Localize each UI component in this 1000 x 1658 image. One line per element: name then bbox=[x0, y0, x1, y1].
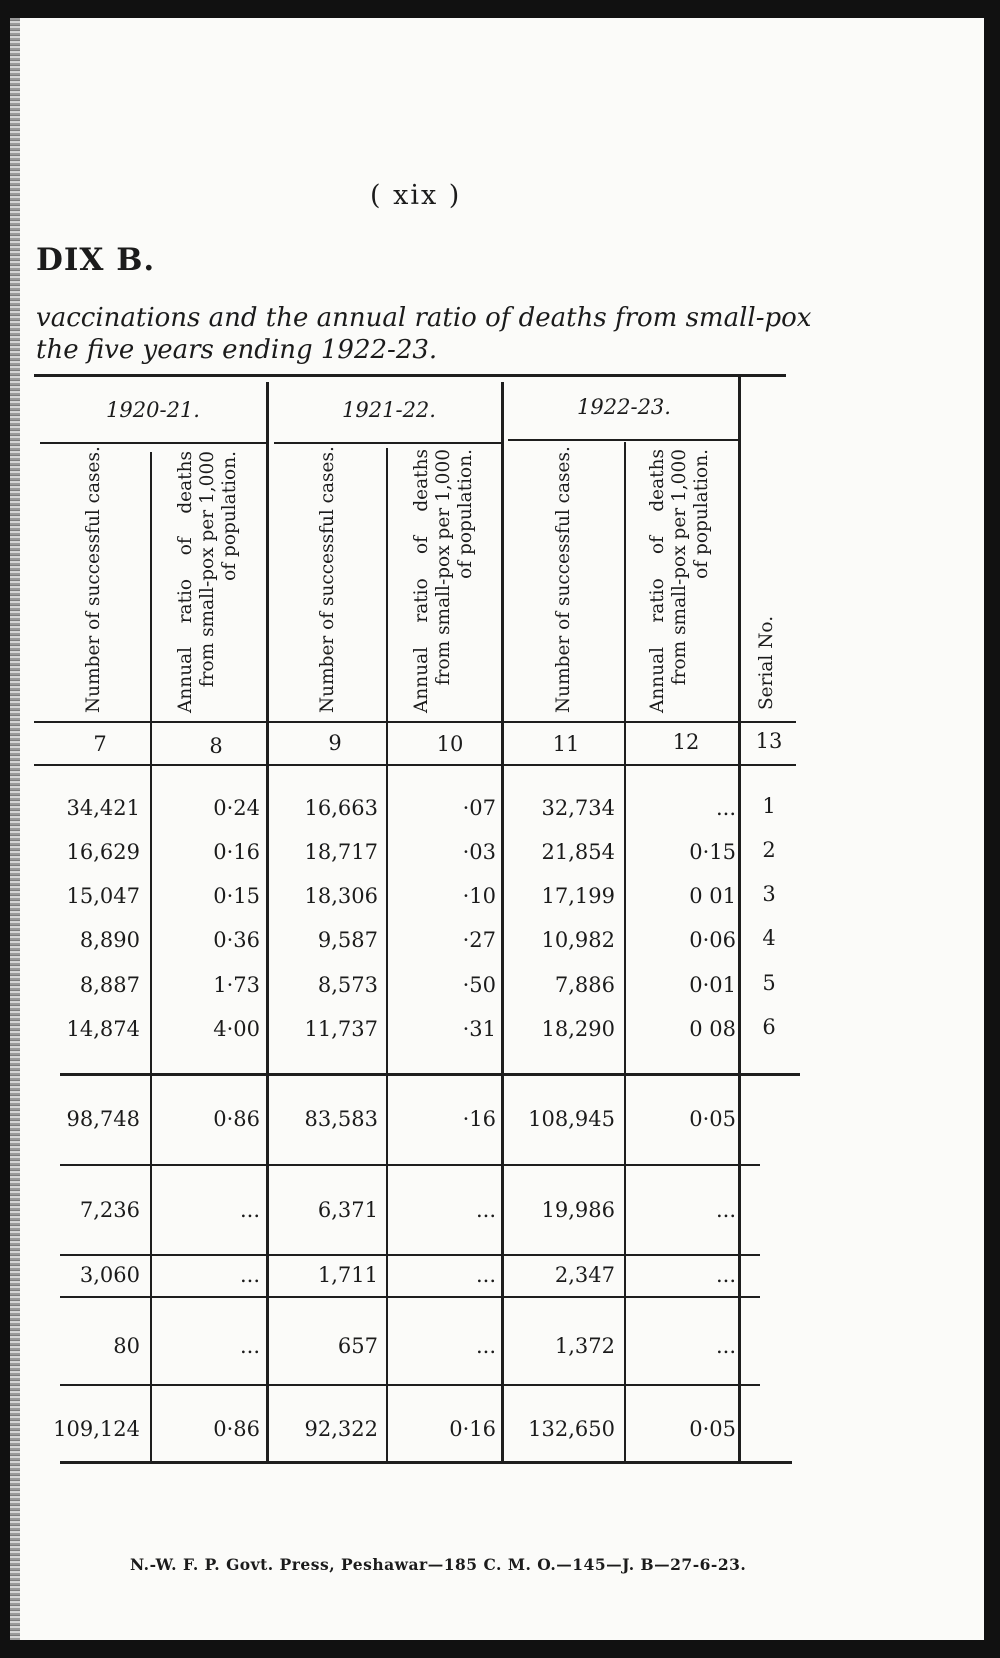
table-cell-c8: ... bbox=[239, 1334, 260, 1358]
table-cell-c8: 1·73 bbox=[213, 973, 260, 997]
table-cell-c11: 10,982 bbox=[541, 928, 615, 952]
serial-number: 5 bbox=[762, 971, 776, 995]
table-cell-c12: ... bbox=[715, 1334, 736, 1358]
column-number: 10 bbox=[436, 732, 464, 756]
table-cell-c9: 9,587 bbox=[317, 928, 378, 952]
header-successful-cases: Number of successful cases. bbox=[83, 446, 104, 713]
table-cell-c12: 0·05 bbox=[689, 1107, 736, 1131]
table-cell-c11: 18,290 bbox=[541, 1017, 615, 1041]
table-cell-c10: ... bbox=[475, 1334, 496, 1358]
table-cell-c8: 0·86 bbox=[213, 1107, 260, 1131]
column-number: 7 bbox=[93, 732, 107, 756]
table-cell-c10: ·27 bbox=[462, 928, 496, 952]
table-cell-c12: ... bbox=[715, 796, 736, 820]
extra-row-rule bbox=[60, 1296, 760, 1298]
table-cell-c11: 32,734 bbox=[541, 796, 615, 820]
column-number: 9 bbox=[328, 731, 342, 755]
year-divider bbox=[266, 382, 269, 1464]
table-cell-c11: 21,854 bbox=[541, 840, 615, 864]
table-cell-c8: 0·86 bbox=[213, 1417, 260, 1441]
year-header-1922-23: 1922-23. bbox=[577, 395, 671, 419]
table-cell-c11: 132,650 bbox=[528, 1417, 615, 1441]
year-underline bbox=[508, 439, 740, 441]
table-cell-c7: 15,047 bbox=[66, 884, 140, 908]
column-divider bbox=[150, 452, 152, 1462]
table-cell-c11: 2,347 bbox=[554, 1263, 615, 1287]
table-cell-c11: 17,199 bbox=[541, 884, 615, 908]
table-cell-c10: ·10 bbox=[462, 884, 496, 908]
table-cell-c9: 18,306 bbox=[304, 884, 378, 908]
table-cell-c10: 0·16 bbox=[449, 1417, 496, 1441]
header-serial-no: Serial No. bbox=[756, 615, 777, 710]
table-cell-c11: 108,945 bbox=[528, 1107, 615, 1131]
column-number: 12 bbox=[672, 730, 700, 754]
table-top-rule bbox=[34, 374, 786, 377]
table-caption bbox=[36, 302, 811, 366]
table-cell-c11: 7,886 bbox=[554, 973, 615, 997]
header-annual-ratio: Annual ratio of deaths from small-pox per 1,000 of population. bbox=[175, 451, 240, 713]
year-divider bbox=[501, 382, 504, 1464]
header-annual-ratio: Annual ratio of deaths from small-pox per 1,000 of population. bbox=[647, 449, 712, 713]
table-cell-c8: 0·15 bbox=[213, 884, 260, 908]
table-cell-c9: 16,663 bbox=[304, 796, 378, 820]
table-cell-c11: 1,372 bbox=[554, 1334, 615, 1358]
year-divider bbox=[738, 376, 741, 1464]
year-underline bbox=[274, 442, 504, 444]
table-cell-c9: 1,711 bbox=[317, 1263, 378, 1287]
table-cell-c10: ·07 bbox=[462, 796, 496, 820]
table-cell-c10: ·16 bbox=[462, 1107, 496, 1131]
table-cell-c10: ... bbox=[475, 1263, 496, 1287]
table-cell-c11: 19,986 bbox=[541, 1198, 615, 1222]
table-cell-c7: 8,890 bbox=[79, 928, 140, 952]
extra-row-rule bbox=[60, 1254, 760, 1256]
table-cell-c10: ·50 bbox=[462, 973, 496, 997]
table-cell-c8: 0·36 bbox=[213, 928, 260, 952]
column-number: 8 bbox=[209, 734, 223, 758]
table-cell-c7: 3,060 bbox=[79, 1263, 140, 1287]
year-header-1920-21: 1920-21. bbox=[106, 398, 200, 422]
colnum-bottom-rule bbox=[34, 764, 796, 766]
table-cell-c7: 16,629 bbox=[66, 840, 140, 864]
table-cell-c10: ·31 bbox=[462, 1017, 496, 1041]
table-cell-c9: 11,737 bbox=[304, 1017, 378, 1041]
table-cell-c12: 0·15 bbox=[689, 840, 736, 864]
table-cell-c7: 34,421 bbox=[66, 796, 140, 820]
column-number: 13 bbox=[755, 729, 783, 753]
year-header-1921-22: 1921-22. bbox=[342, 398, 436, 422]
header-bottom-rule bbox=[34, 721, 796, 723]
table-cell-c12: 0·01 bbox=[689, 973, 736, 997]
table-cell-c8: 0·24 bbox=[213, 796, 260, 820]
header-successful-cases: Number of successful cases. bbox=[317, 446, 338, 713]
header-successful-cases: Number of successful cases. bbox=[553, 446, 574, 713]
table-cell-c9: 83,583 bbox=[304, 1107, 378, 1131]
serial-number: 3 bbox=[762, 882, 776, 906]
table-cell-c7: 8,887 bbox=[79, 973, 140, 997]
serial-number: 2 bbox=[762, 838, 776, 862]
caption-line-1: vaccinations and the annual ratio of deaths from small-pox bbox=[36, 303, 812, 333]
table-cell-c12: 0·05 bbox=[689, 1417, 736, 1441]
table-cell-c9: 92,322 bbox=[304, 1417, 378, 1441]
subtotal-bottom-rule bbox=[60, 1164, 760, 1166]
column-divider bbox=[386, 448, 388, 1462]
total-top-rule bbox=[60, 1384, 760, 1386]
header-annual-ratio: Annual ratio of deaths from small-pox per 1,000 of population. bbox=[411, 449, 476, 713]
column-number: 11 bbox=[552, 732, 580, 756]
table-cell-c8: 4·00 bbox=[213, 1017, 260, 1041]
table-cell-c7: 98,748 bbox=[66, 1107, 140, 1131]
table-cell-c9: 8,573 bbox=[317, 973, 378, 997]
column-divider bbox=[624, 442, 626, 1462]
table-cell-c8: 0·16 bbox=[213, 840, 260, 864]
serial-number: 1 bbox=[762, 794, 776, 818]
serial-number: 6 bbox=[762, 1015, 776, 1039]
table-cell-c12: ... bbox=[715, 1198, 736, 1222]
table-cell-c8: ... bbox=[239, 1198, 260, 1222]
year-underline bbox=[40, 442, 266, 444]
table-cell-c7: 14,874 bbox=[66, 1017, 140, 1041]
table-cell-c7: 80 bbox=[113, 1334, 140, 1358]
table-cell-c7: 7,236 bbox=[79, 1198, 140, 1222]
page-edge bbox=[10, 18, 20, 1640]
table-cell-c8: ... bbox=[239, 1263, 260, 1287]
table-cell-c9: 657 bbox=[337, 1334, 378, 1358]
table-cell-c12: 0 08 bbox=[689, 1017, 736, 1041]
table-cell-c10: ... bbox=[475, 1198, 496, 1222]
table-bottom-rule bbox=[60, 1461, 792, 1464]
page-number: ( xix ) bbox=[370, 180, 462, 211]
caption-line-2: the five years ending 1922-23. bbox=[36, 335, 438, 365]
table-cell-c12: 0·06 bbox=[689, 928, 736, 952]
table-cell-c7: 109,124 bbox=[53, 1417, 140, 1441]
body-bottom-rule bbox=[60, 1073, 800, 1076]
printer-imprint: N.-W. F. P. Govt. Press, Peshawar—185 C. M. O.—145—J. B—27-6-23. bbox=[130, 1555, 747, 1574]
table-cell-c9: 18,717 bbox=[304, 840, 378, 864]
scanned-page bbox=[10, 18, 984, 1640]
table-cell-c12: 0 01 bbox=[689, 884, 736, 908]
table-cell-c12: ... bbox=[715, 1263, 736, 1287]
serial-number: 4 bbox=[762, 926, 776, 950]
table-cell-c10: ·03 bbox=[462, 840, 496, 864]
appendix-heading: DIX B. bbox=[36, 242, 156, 278]
table-cell-c9: 6,371 bbox=[317, 1198, 378, 1222]
